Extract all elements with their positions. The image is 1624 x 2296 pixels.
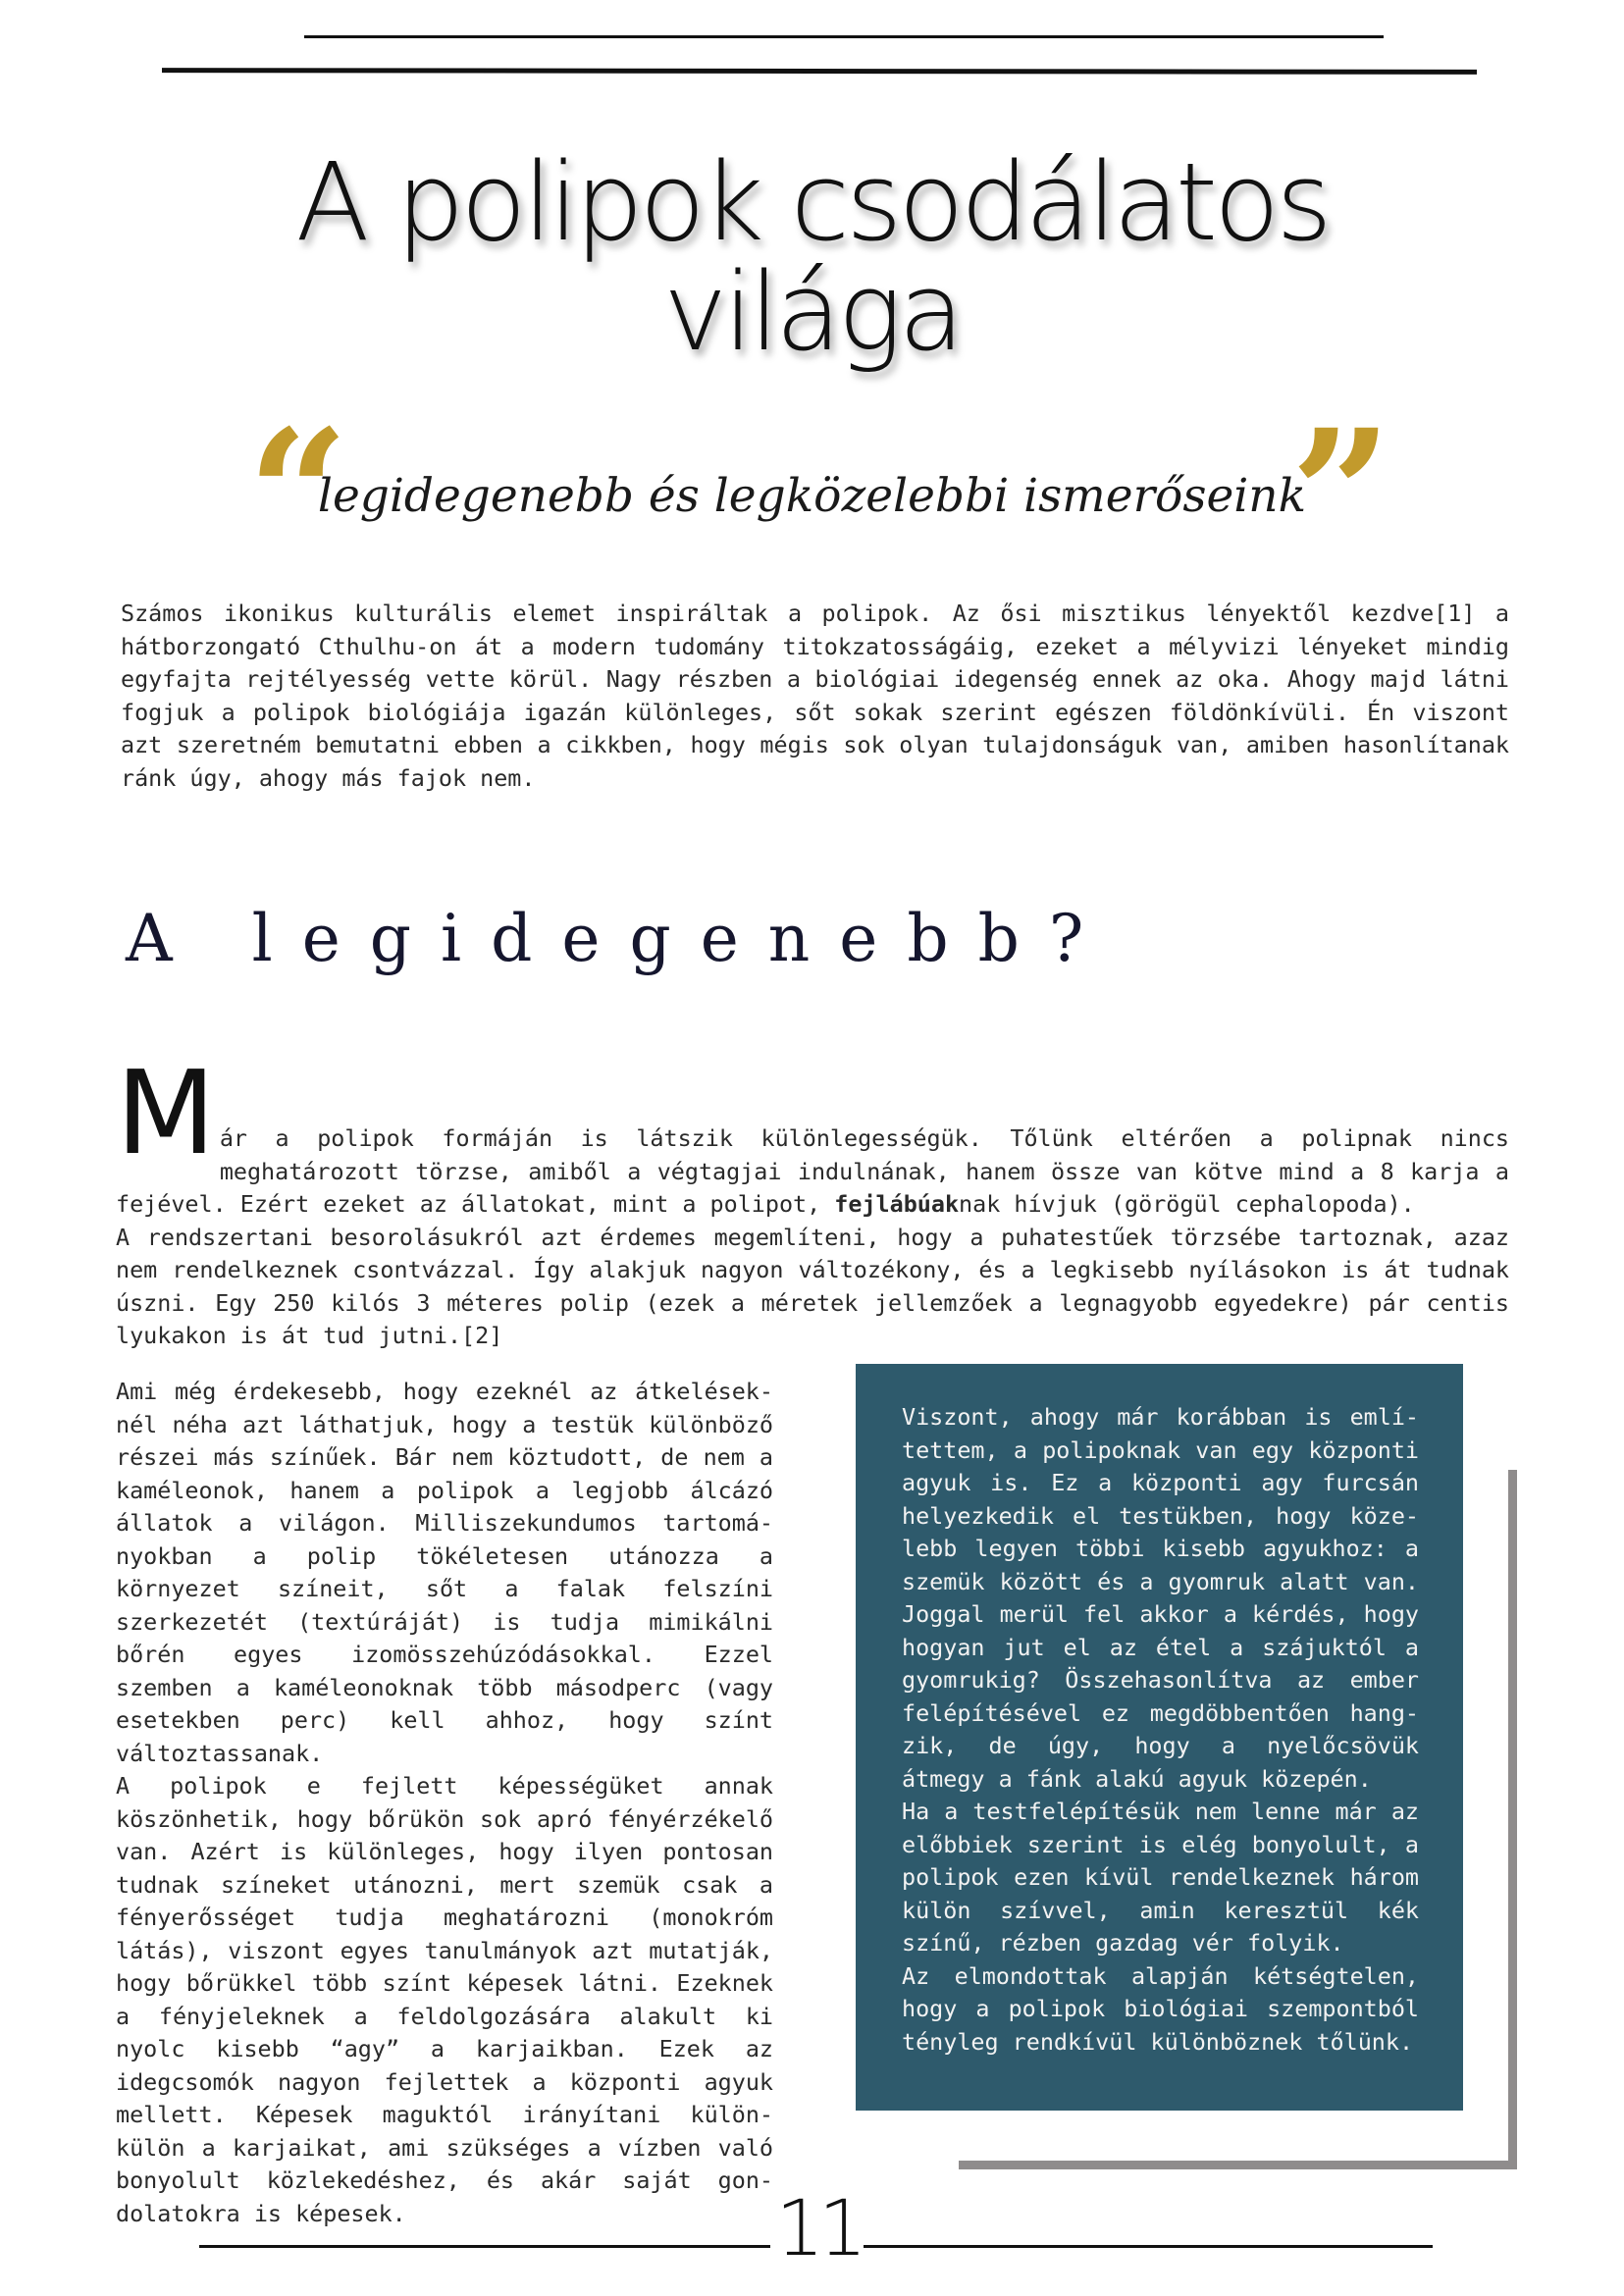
left-paragraph-2: A polipok e fejlett képességüket annak köszönhetik, hogy bőrükön sok apró fényérzékelő van. Azért is különleges, hogy ilyen pontosan tudnak színeket utánozni, mert szemük csak a fényerősséget tudja meghatározni (monokróm látás), viszont egyes tanulmányok azt mutatják, hogy bőrükkel több színt képesek látni. Ezeknek a fényjeleknek a feldolgozására alakult ki nyolc kisebb “agy” a karjaikban. Ezek az idegcsomók nagyon fejlettek a központi agyuk mellett. Képesek maguktól irányítani külön-külön a karjaikat, ami szükséges a vízben való bonyolult közlekedéshez, és akár saját gondolatokra is képesek.: [116, 1772, 773, 2227]
open-quote-icon: “: [247, 391, 349, 599]
main-text: [116, 1045, 1509, 1353]
main-paragraph-1-end: nak hívjuk (görögül cephalopoda).: [959, 1190, 1415, 1218]
subtitle: legidegenebb és legközelebbi ismerőseink: [317, 469, 1307, 523]
close-quote-icon: ”: [1290, 391, 1392, 599]
left-column: [116, 1376, 773, 2230]
side-box-paragraph-3: Az elmondottak alapján kétségtelen, hogy a polipok biológiai szempontból tényleg rendkívül különböznek tőlünk.: [902, 1961, 1419, 2056]
top-rule-thin: [304, 35, 1384, 38]
side-box-paragraph-1: Viszont, ahogy már korábban is említettem, a polipoknak van egy központi agyuk is. Ez a központi agy furcsán helyezkedik el testükben, hogy közelebb legyen többi kisebb agyukhoz: a szemük között és a gyomruk alatt van. Joggal merül fel akkor a kérdés, hogy hogyan jut el az étel a szájuktól a gyomrukig? Összehasonlítva az ember felépítésével ez megdöbbentően hangzik, de úgy, hogy a nyelőcsövük átmegy a fánk alakú agyuk közepén.: [902, 1403, 1419, 1793]
main-paragraph-1: [116, 1045, 1509, 1222]
main-paragraph-2: A rendszertani besorolásukról azt érdemes megemlíteni, hogy a puhatestűek törzsébe tartoznak, azaz nem rendelkeznek csontvázzal. Így alakjuk nagyon változékony, és a legkisebb nyílásokon is át tudnak úszni. Egy 250 kilós 3 méteres polip (ezek a méretek jellemzőek a legnagyobb egyedekre) pár centis lyukakon is át tud jutni.[2]: [116, 1223, 1509, 1349]
main-paragraph-1-start: ár a polipok formáján is látszik különlegességük. Tőlünk eltérően a polipnak nincs meghatározott törzse, amiből a végtagjai indulnának, hanem össze van kötve mind a 8 karja a fejével. Ezért ezeket az állatokat, mint a polipot,: [116, 1124, 1509, 1218]
footer-rule-left: [199, 2245, 770, 2248]
section-heading: A legidegenebb?: [126, 901, 1114, 976]
footer-rule-right: [864, 2245, 1433, 2248]
side-box: [856, 1364, 1463, 2111]
left-paragraph-1: Ami még érdekesebb, hogy ezeknél az átkeléseknél néha azt láthatjuk, hogy a testük különböző részei más színűek. Bár nem köztudott, de nem a kaméleonok, hanem a polipok a legjobb álcázó állatok a világon. Milliszekundumos tartományokban a polip tökéletesen utánozza a környezet színeit, sőt a falak felszíni szerkezetét (textúráját) is tudja mimikálni bőrén egyes izomösszehúzódásokkal. Ezzel szemben a kaméleonoknak több másodperc (vagy esetekben perc) kell ahhoz, hogy színt változtassanak.: [116, 1378, 773, 1767]
side-box-paragraph-2: Ha a testfelépítésük nem lenne már az előbbiek szerint is elég bonyolult, a polipok ezen kívül rendelkeznek három külön szívvel, amin keresztül kék színű, rézben gazdag vér folyik.: [902, 1798, 1419, 1957]
page-number: 11: [775, 2185, 862, 2273]
page-title: A polipok csodálatos világa: [295, 139, 1329, 375]
bold-term: fejlábúak: [834, 1190, 960, 1218]
intro-paragraph: Számos ikonikus kulturális elemet inspiráltak a polipok. Az ősi misztikus lényektől kezdve[1] a hátborzongató Cthulhu-on át a modern tudomány titokzatosságáig, ezeket a mélyvizi lényeket mindig egyfajta rejtélyesség vette körül. Nagy részben a biológiai idegenség ennek az oka. Ahogy majd látni fogjuk a polipok biológiája igazán különleges, sőt sokak szerint egészen földönkívüli. Én viszont azt szeretném bemutatni ebben a cikkben, hogy mégis sok olyan tulajdonságuk van, amiben hasonlítanak ránk úgy, ahogy más fajok nem.: [121, 600, 1509, 792]
drop-cap: M: [116, 1045, 216, 1180]
top-rule-thick: [162, 68, 1477, 75]
